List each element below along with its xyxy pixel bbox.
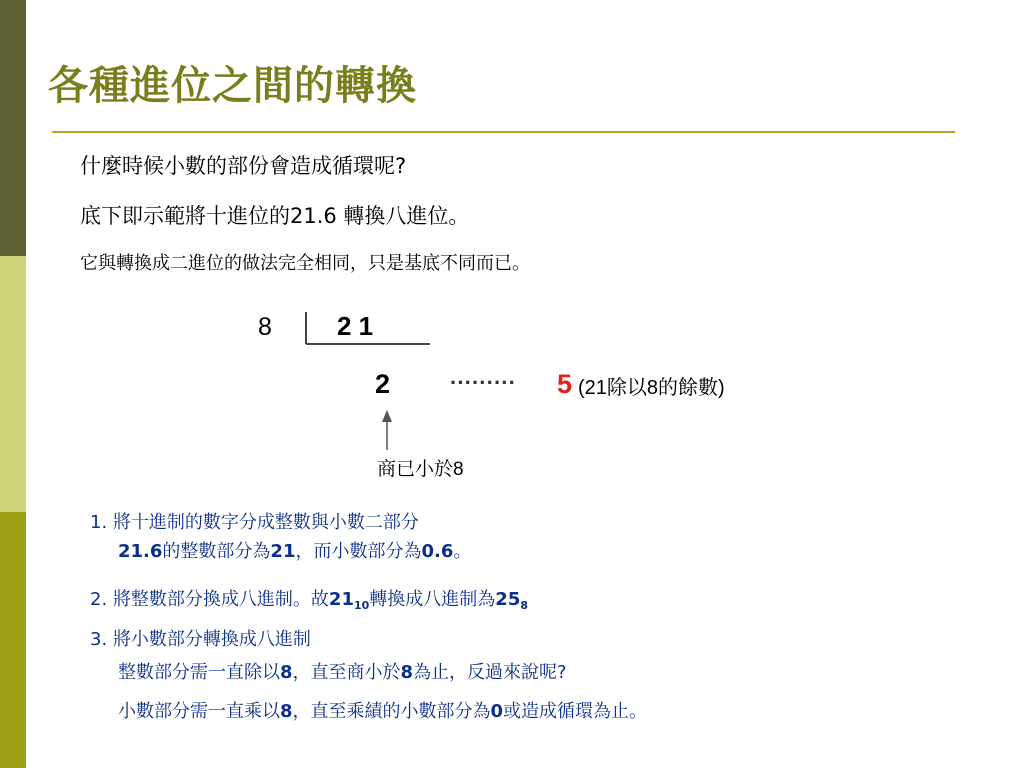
value-25-base8: 25 bbox=[495, 589, 521, 610]
subscript-10: 10 bbox=[353, 599, 370, 612]
step-1-detail-text-b: ，而小數部分為 bbox=[295, 541, 422, 562]
step-1-number: 1. bbox=[90, 512, 108, 533]
quotient: 2 bbox=[375, 369, 391, 399]
divisor: 8 bbox=[258, 313, 272, 341]
remainder-note: (21除以8的餘數) bbox=[578, 377, 725, 399]
step-3b-text-a: 小數部分需一直乘以 bbox=[118, 701, 280, 722]
step-3-integer-note bbox=[118, 658, 567, 684]
step-1-text: 將十進制的數字分成整數與小數二部分 bbox=[112, 512, 419, 533]
side-bar-middle bbox=[0, 256, 26, 512]
step-3a-text-c: 為止，反過來說呢? bbox=[413, 662, 567, 683]
value-21-base10: 21 bbox=[328, 589, 354, 610]
step-3-text: 將小數部分轉換成八進制 bbox=[112, 629, 311, 650]
remainder: 5 bbox=[557, 369, 573, 399]
quotient-note: 商已小於8 bbox=[377, 459, 464, 480]
side-bar-bottom bbox=[0, 512, 26, 768]
value-0-6: 0.6 bbox=[421, 541, 454, 562]
value-21: 21 bbox=[270, 541, 296, 562]
title-rule bbox=[52, 131, 955, 133]
step-1 bbox=[90, 508, 419, 534]
slide-title: 各種進位之間的轉換 bbox=[48, 63, 417, 109]
dotted-leader: ········· bbox=[450, 370, 516, 395]
step-3 bbox=[90, 625, 311, 651]
step-3a-text-a: 整數部分需一直除以 bbox=[118, 662, 280, 683]
step-2-text-b: 轉換成八進制為 bbox=[369, 589, 496, 610]
step-3-number: 3. bbox=[90, 629, 108, 650]
step-3a-text-b: ，直至商小於 bbox=[292, 662, 401, 683]
value-8-c: 8 bbox=[280, 701, 293, 722]
step-3b-text-c: 或造成循環為止。 bbox=[503, 701, 648, 722]
step-2-number: 2. bbox=[90, 589, 108, 610]
question-text: 什麼時候小數的部份會造成循環呢? bbox=[80, 154, 407, 178]
value-0: 0 bbox=[490, 701, 504, 722]
step-2-text: 將整數部分換成八進制。故 bbox=[112, 589, 329, 610]
dividend: 2 1 bbox=[337, 311, 374, 341]
step-3-fraction-note bbox=[118, 697, 647, 723]
step-3b-text-b: ，直至乘績的小數部分為 bbox=[292, 701, 491, 722]
side-bar-top bbox=[0, 0, 26, 256]
intro-text: 底下即示範將十進位的21.6 轉換八進位。 bbox=[80, 204, 470, 228]
subscript-8: 8 bbox=[520, 599, 529, 612]
value-21-6: 21.6 bbox=[118, 541, 163, 562]
step-1-detail-text-c: 。 bbox=[453, 541, 472, 562]
same-method-text: 它與轉換成二進位的做法完全相同，只是基底不同而已。 bbox=[80, 253, 530, 274]
step-1-detail-text-a: 的整數部分為 bbox=[162, 541, 271, 562]
step-1-detail bbox=[118, 537, 471, 563]
value-8-a: 8 bbox=[280, 662, 293, 683]
value-8-b: 8 bbox=[400, 662, 414, 683]
up-arrow-icon bbox=[382, 410, 392, 422]
step-2 bbox=[90, 585, 528, 612]
division-diagram bbox=[240, 300, 800, 490]
